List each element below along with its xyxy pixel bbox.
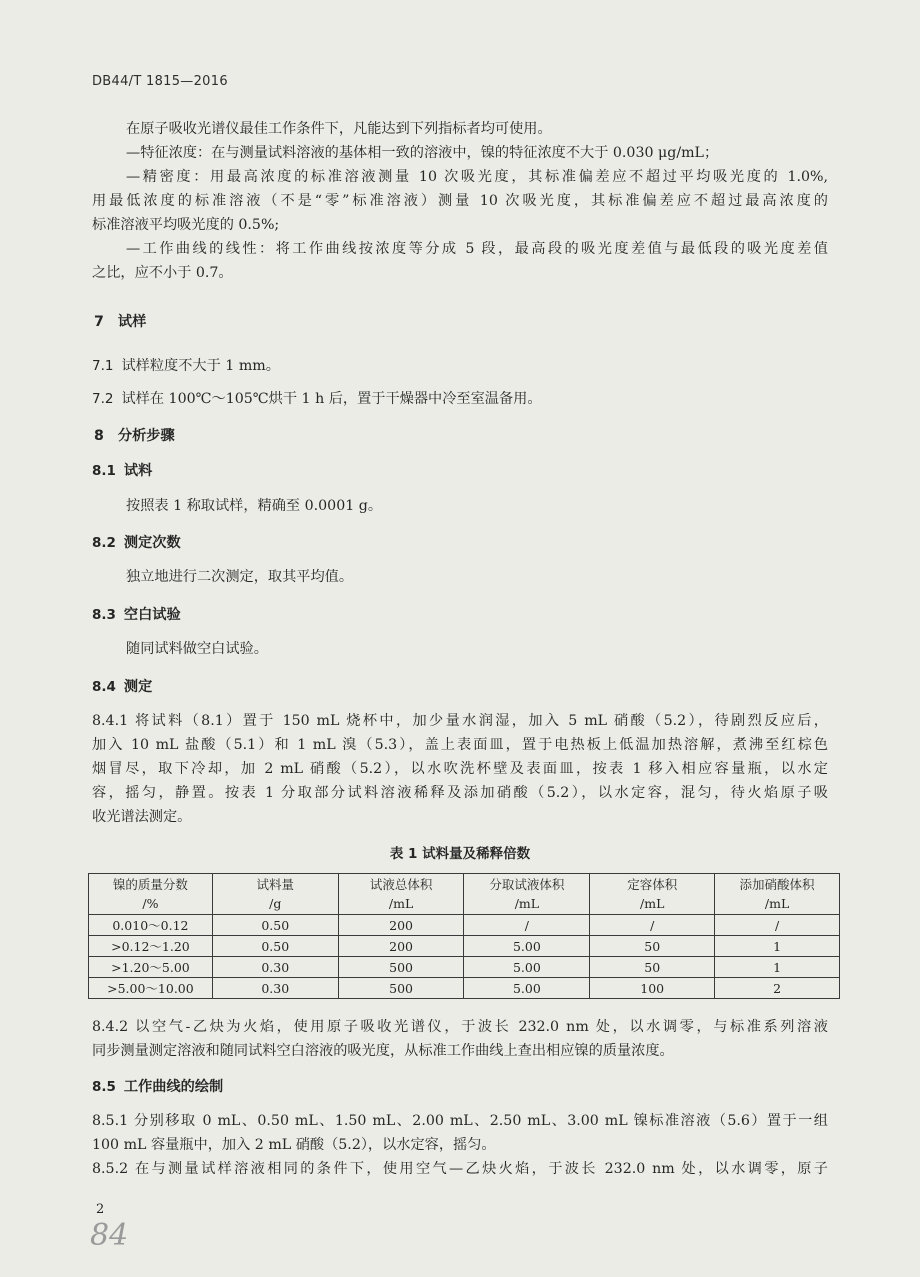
clause-text: 试样在 100℃～105℃烘干 1 h 后，置于干燥器中冷至室温备用。 <box>121 391 542 407</box>
clause-8-5-heading <box>92 1076 223 1096</box>
clause-8-5-1-line2: 100 mL 容量瓶中，加入 2 mL 硝酸（5.2），以水定容，摇匀。 <box>92 1137 496 1153</box>
intro-linearity-line2: 之比，应不小于 0.7。 <box>92 265 233 281</box>
clause-title: 试料 <box>123 463 153 479</box>
clause-number: 8.1 <box>92 463 116 479</box>
table-cell: >1.20～5.00 <box>89 957 213 978</box>
table-header-cell: 镍的质量分数 /% <box>89 874 213 915</box>
handwritten-page-mark: 84 <box>90 1218 129 1253</box>
clause-8-4-1-line1: 8.4.1 将试料（8.1）置于 150 mL 烧杯中，加少量水润湿，加入 5 mL 硝酸（5.2），待剧烈反应后， <box>92 713 828 729</box>
section-title: 分析步骤 <box>117 428 175 444</box>
table-cell: 0.50 <box>212 915 338 936</box>
table-cell: 200 <box>338 936 464 957</box>
clause-number: 8.4 <box>92 679 116 695</box>
section-number: 8 <box>94 428 104 444</box>
intro-linearity-line1: —工作曲线的线性：将工作曲线按浓度等分成 5 段，最高段的吸光度差值与最低段的吸光度差值 <box>126 241 828 257</box>
clause-title: 工作曲线的绘制 <box>123 1079 224 1095</box>
intro-precision-line3: 标准溶液平均吸光度的 0.5%; <box>92 217 280 233</box>
intro-precision-line2: 用最低浓度的标准溶液（不是“零”标准溶液）测量 10 次吸光度，其标准偏差应不超过最高浓度的 <box>92 193 828 209</box>
clause-8-5-1-line1: 8.5.1 分别移取 0 mL、0.50 mL、1.50 mL、2.00 mL、2.50 mL、3.00 mL 镍标准溶液（5.6）置于一组 <box>92 1113 828 1129</box>
table-row <box>89 978 840 999</box>
intro-precision-line1: —精密度：用最高浓度的标准溶液测量 10 次吸光度，其标准偏差应不超过平均吸光度的 1.0%, <box>126 169 828 185</box>
table-cell: 2 <box>715 978 840 999</box>
clause-8-4-2-line2: 同步测量测定溶液和随同试料空白溶液的吸光度，从标准工作曲线上查出相应镍的质量浓度。 <box>92 1043 674 1059</box>
table-cell: >0.12～1.20 <box>89 936 213 957</box>
table-cell: 500 <box>338 957 464 978</box>
clause-number: 8.5 <box>92 1079 116 1095</box>
clause-8-4-1-line3: 烟冒尽，取下冷却，加 2 mL 硝酸（5.2），以水吹洗杯壁及表面皿，按表 1 移入相应容量瓶，以水定 <box>92 761 828 777</box>
clause-8-3-text: 随同试料做空白试验。 <box>126 641 268 657</box>
section-7-heading <box>94 311 146 331</box>
clause-text: 试样粒度不大于 1 mm。 <box>121 358 280 374</box>
table-cell: / <box>464 915 590 936</box>
clause-8-1-heading <box>92 460 152 480</box>
clause-8-4-1-line4: 容，摇匀，静置。按表 1 分取部分试料溶液稀释及添加硝酸（5.2），以水定容，混匀，待火焰原子吸 <box>92 785 828 801</box>
table-header-cell: 定容体积 /mL <box>590 874 715 915</box>
clause-8-4-1-line2: 加入 10 mL 盐酸（5.1）和 1 mL 溴（5.3），盖上表面皿，置于电热板上低温加热溶解，煮沸至红棕色 <box>92 737 828 753</box>
table-cell: / <box>715 915 840 936</box>
table-header-cell: 分取试液体积 /mL <box>464 874 590 915</box>
table-cell: 1 <box>715 957 840 978</box>
table-cell: 200 <box>338 915 464 936</box>
clause-title: 测定次数 <box>123 535 181 551</box>
table-cell: 0.010～0.12 <box>89 915 213 936</box>
table-1 <box>88 873 840 999</box>
clause-number: 7.1 <box>92 358 114 374</box>
clause-7-1 <box>92 354 280 378</box>
intro-characteristic-concentration: —特征浓度：在与测量试料溶液的基体相一致的溶液中，镍的特征浓度不大于 0.030 μg/mL； <box>126 145 719 161</box>
table-cell: 50 <box>590 957 715 978</box>
clause-number: 8.3 <box>92 607 116 623</box>
table-cell: 0.30 <box>212 978 338 999</box>
clause-title: 测定 <box>123 679 153 695</box>
clause-8-2-text: 独立地进行二次测定，取其平均值。 <box>126 569 354 585</box>
intro-line: 在原子吸收光谱仪最佳工作条件下，凡能达到下列指标者均可使用。 <box>126 121 552 137</box>
table-cell: >5.00～10.00 <box>89 978 213 999</box>
table-cell: 1 <box>715 936 840 957</box>
table-row <box>89 957 840 978</box>
clause-8-4-1-line5: 收光谱法测定。 <box>92 809 192 825</box>
table-cell: 50 <box>590 936 715 957</box>
section-8-heading <box>94 425 175 445</box>
table-header-cell: 试料量 /g <box>212 874 338 915</box>
table-cell: 0.50 <box>212 936 338 957</box>
table-1-caption: 表 1 试料量及稀释倍数 <box>389 846 531 862</box>
table-cell: 5.00 <box>464 957 590 978</box>
clause-7-2 <box>92 387 542 411</box>
clause-number: 7.2 <box>92 391 114 407</box>
table-cell: 500 <box>338 978 464 999</box>
standard-code-header: DB44/T 1815—2016 <box>92 74 228 89</box>
table-header-cell: 试液总体积 /mL <box>338 874 464 915</box>
clause-title: 空白试验 <box>123 607 181 623</box>
table-cell: 5.00 <box>464 978 590 999</box>
clause-8-3-heading <box>92 604 181 624</box>
page-number: 2 <box>96 1202 105 1217</box>
table-header-row <box>89 874 840 915</box>
clause-8-5-2-line1: 8.5.2 在与测量试样溶液相同的条件下，使用空气—乙炔火焰，于波长 232.0 nm 处，以水调零，原子 <box>92 1161 828 1177</box>
section-number: 7 <box>94 314 104 330</box>
clause-8-1-text: 按照表 1 称取试样，精确至 0.0001 g。 <box>126 498 383 514</box>
clause-number: 8.2 <box>92 535 116 551</box>
table-row <box>89 936 840 957</box>
clause-8-2-heading <box>92 532 181 552</box>
table-header-cell: 添加硝酸体积 /mL <box>715 874 840 915</box>
section-title: 试样 <box>117 314 147 330</box>
table-row <box>89 915 840 936</box>
clause-8-4-2-line1: 8.4.2 以空气-乙炔为火焰，使用原子吸收光谱仪，于波长 232.0 nm 处，以水调零，与标准系列溶液 <box>92 1019 828 1035</box>
table-cell: 5.00 <box>464 936 590 957</box>
table-cell: 100 <box>590 978 715 999</box>
table-cell: / <box>590 915 715 936</box>
table-cell: 0.30 <box>212 957 338 978</box>
clause-8-4-heading <box>92 676 152 696</box>
